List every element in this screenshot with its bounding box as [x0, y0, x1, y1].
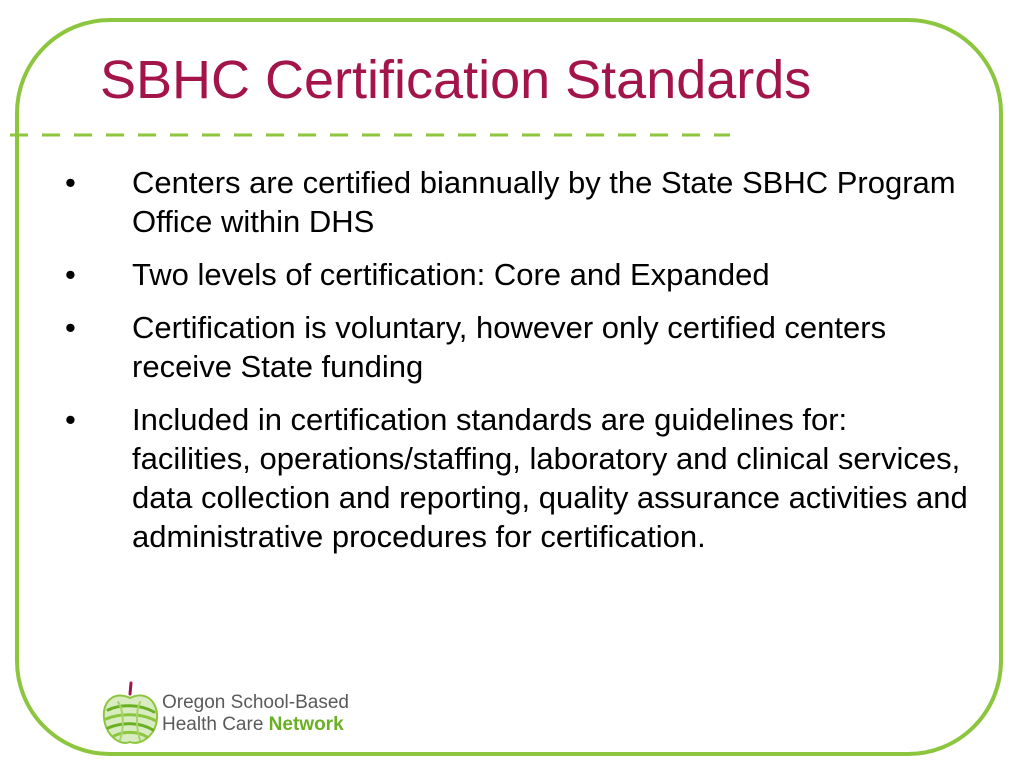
bullet-marker: • [65, 310, 76, 345]
logo-line-2-prefix: Health Care [162, 714, 269, 735]
bullet-item [60, 308, 970, 386]
apple-icon [100, 680, 160, 748]
logo-network-word: Network [268, 714, 344, 735]
logo-text [162, 692, 349, 736]
bullet-item [60, 400, 970, 556]
bullet-marker: • [65, 257, 76, 292]
network-logo [100, 680, 380, 750]
bullet-text: Centers are certified biannually by the State SBHC Program Office within DHS [132, 165, 956, 239]
bullet-list [60, 163, 970, 570]
bullet-item [60, 163, 970, 241]
bullet-marker: • [65, 165, 76, 200]
slide-title: SBHC Certification Standards [100, 50, 812, 110]
bullet-text: Two levels of certification: Core and Expanded [132, 257, 770, 292]
bullet-item [60, 255, 970, 294]
title-divider [10, 133, 730, 137]
bullet-marker: • [65, 402, 76, 437]
logo-line-2 [162, 714, 349, 736]
logo-line-1: Oregon School-Based [162, 692, 349, 713]
bullet-text: Included in certification standards are guidelines for: facilities, operations/staffing, laboratory and clinical services, data collection and reporting, quality assurance activities and administrative procedures for certification. [132, 402, 968, 554]
bullet-text: Certification is voluntary, however only certified centers receive State funding [132, 310, 887, 384]
